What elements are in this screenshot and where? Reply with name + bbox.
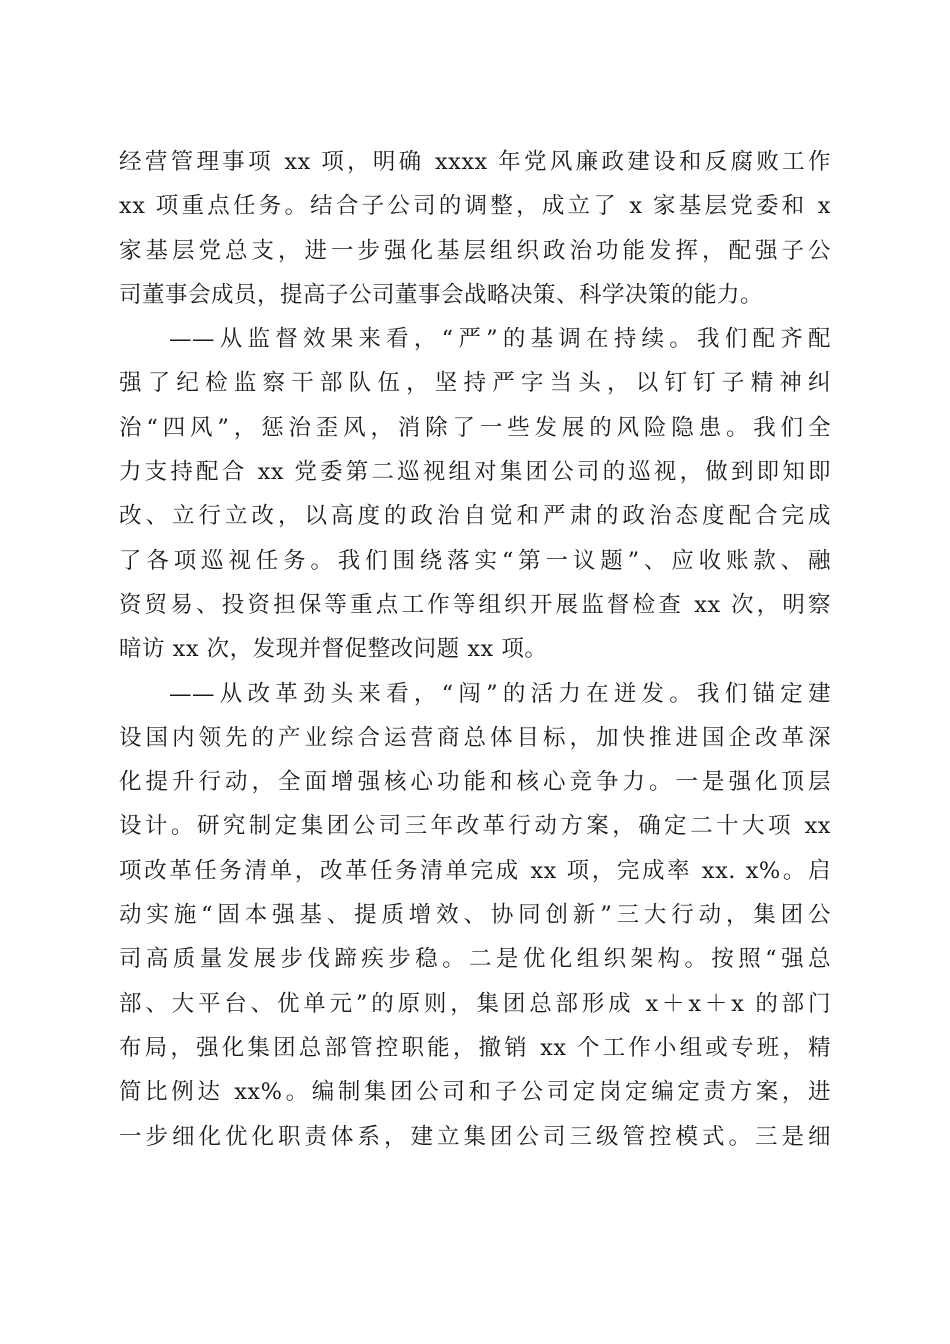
text-line: 部、大平台、优单元”的原则，集团总部形成 x＋x＋x 的部门: [119, 990, 831, 1017]
text-line: 治“四风”，惩治歪风，消除了一些发展的风险隐患。我们全: [119, 414, 831, 441]
text-line: 资贸易、投资担保等重点工作等组织开展监督检查 xx 次，明察: [119, 591, 831, 618]
text-line: 设计。研究制定集团公司三年改革行动方案，确定二十大项 xx: [119, 813, 831, 840]
text-line: 强了纪检监察干部队伍，坚持严字当头，以钉钉子精神纠: [119, 370, 831, 397]
paragraph-start-line: ——从改革劲头来看，“闯”的活力在迸发。我们锚定建: [169, 680, 831, 707]
text-line: 动实施“固本强基、提质增效、协同创新”三大行动，集团公: [119, 902, 831, 929]
text-line: 力支持配合 xx 党委第二巡视组对集团公司的巡视，做到即知即: [119, 459, 831, 486]
paragraph-start-line: ——从监督效果来看，“严”的基调在持续。我们配齐配: [169, 326, 831, 353]
text-line: 了各项巡视任务。我们围绕落实“第一议题”、应收账款、融: [119, 547, 831, 574]
text-line: 改、立行立改，以高度的政治自觉和严肃的政治态度配合完成: [119, 503, 831, 530]
text-line: 设国内领先的产业综合运营商总体目标，加快推进国企改革深: [119, 724, 831, 751]
text-line: 司高质量发展步伐蹄疾步稳。二是优化组织架构。按照“强总: [119, 946, 831, 973]
body-text: [119, 140, 831, 1159]
text-line: 简比例达 xx%。编制集团公司和子公司定岗定编定责方案，进: [119, 1079, 831, 1106]
text-line: 项改革任务清单，改革任务清单完成 xx 项，完成率 xx. x%。启: [119, 857, 831, 884]
text-line: 化提升行动，全面增强核心功能和核心竞争力。一是强化顶层: [119, 769, 831, 796]
text-line: 一步细化优化职责体系，建立集团公司三级管控模式。三是细: [119, 1123, 831, 1150]
text-line: xx 项重点任务。结合子公司的调整，成立了 x 家基层党委和 x: [119, 193, 831, 220]
text-line: 暗访 xx 次，发现并督促整改问题 xx 项。: [119, 636, 548, 663]
text-line: 家基层党总支，进一步强化基层组织政治功能发挥，配强子公: [119, 237, 831, 264]
text-line: 经营管理事项 xx 项，明确 xxxx 年党风廉政建设和反腐败工作: [119, 149, 831, 175]
text-line: 司董事会成员，提高子公司董事会战略决策、科学决策的能力。: [119, 281, 764, 308]
text-line: 布局，强化集团总部管控职能，撤销 xx 个工作小组或专班，精: [119, 1034, 831, 1061]
